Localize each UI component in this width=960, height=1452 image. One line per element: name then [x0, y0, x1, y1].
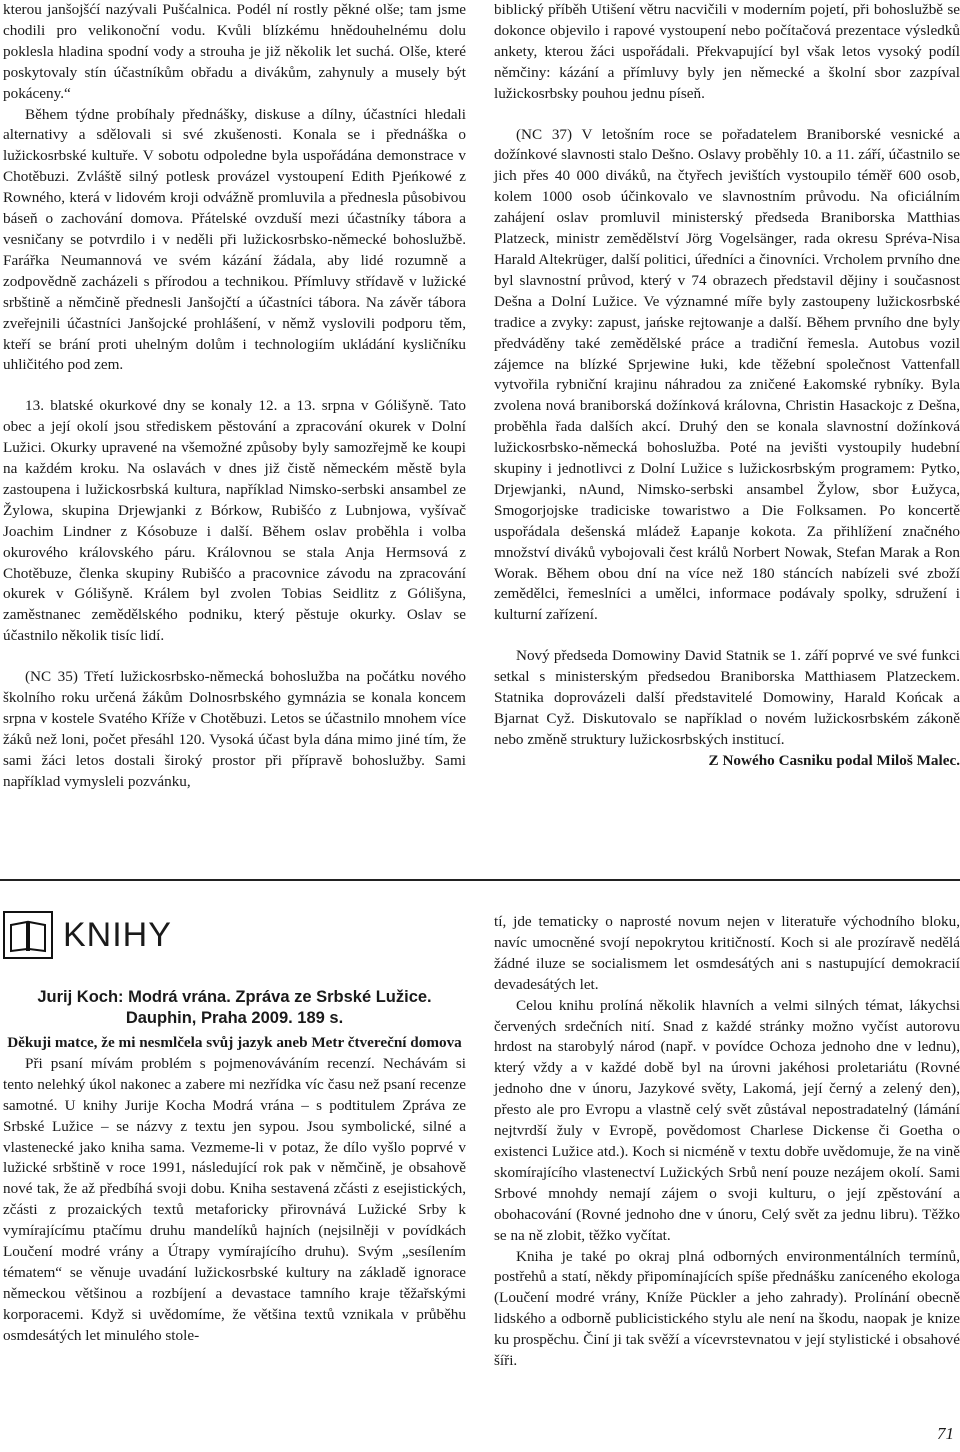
book-title-line: Jurij Koch: Modrá vrána. Zpráva ze Srbské Lužice.	[37, 988, 432, 1006]
paragraph: biblický příběh Utišení větru nacvičili v moderním pojetí, při bohoslužbě se dokonce objevilo i rapové vystoupení nebo počítačová prezentace výsledků ankety, kterou žáci uspořádali. Překvapující byl však letos vysoký podíl němčiny: kázání a přímluvy byly jen německé a školní sbor zazpíval lužickosrbsky pouhou jednu píseň.	[494, 1, 960, 102]
book-publisher-line: Dauphin, Praha 2009. 189 s.	[125, 1009, 344, 1027]
book-review-right-column	[494, 912, 960, 1372]
section-header	[3, 905, 172, 965]
section-label: KNIHY	[63, 915, 172, 954]
top-left-column	[3, 0, 466, 793]
top-right-column	[494, 0, 960, 772]
paragraph: Během týdne probíhaly přednášky, diskuse a dílny, účastníci hledali alternativy a sdělovali si své zkušenosti. Konala se i přednáška o lužickosrbské kultuře. V sobotu odpoledne byla uspořádána demonstrace v Chotěbuzi. Zvláště silný potlesk provázel vystoupení Edith Pjeńkowé z Rowného, která v lidovém kroji odvážně promluvila a přednesla působivou báseň o zachování domova. Přátelské ovzduší mezi účastníky tábora a vesničany se potvrdilo i v neděli při lužickosrbsko-německé bohoslužbě. Farářka Neumannová ve svém kázání žádala, aby lidé rozumně a zodpovědně zacházeli s přírodou a technikou. Přímluvy střídavě v lužické srbštině a němčině přednesli Janšojčtí a účastníci tábora. Na závěr tábora zveřejnili účastníci Janšojcké prohlášení, v němž vyslovili podporu těm, kteří se brání proti uhelným dolům i technologiím ukládání kysličníku uhličitého pod zem.	[3, 105, 466, 374]
paragraph: (NC 35) Třetí lužickosrbsko-německá bohoslužba na počátku nového školního roku určená žákům Dolnosrbského gymnázia se konala koncem srpna v kostele Svatého Kříže v Chotěbuzi. Letos se účastnilo mnohem více žáků než loni, počet přesáhl 120. Vysoká účast byla dána mimo jiné tím, že sami žáci letos dostali široký prostor při přípravě bohoslužby. Sami například vymysleli pozvánku,	[3, 668, 466, 790]
review-subtitle: Děkuji matce, že mi nesmlčela svůj jazyk aneb Metr čtvereční domova	[7, 1034, 462, 1051]
paragraph: Při psaní mívám problém s pojmenováváním recenzí. Nechávám si tento nelehký úkol nakonec a zabere mi nezřídka víc času než psaní recenze samotné. U knihy Jurije Kocha Modrá vrána – s podtitulem Zpráva ze Srbské Lužice – se názvy z textu jen sypou. Jsou symbolické, silné a vlastenecké jako kniha sama. Vezmeme-li v potaz, že dílo vyšlo poprvé v lužické srbštině v roce 1991, následující rok pak v němčině, je obsahově nové tak, že až předbíhá svoji dobu. Kniha sestavená zčásti z esejistických, zčásti z prozaických textů metaforicky přirovnává Lužické Srby k vymírajícímu ptačímu druhu mandelíků hajních (nejsilněji v povídkách Loučení modré vrány a Útrapy vymírajícího druhu). Svým „sesílením tématem“ se věnuje uvadání lužickosrbské kultury na základě ignorace německou většinou a rozbíjení a devastace tamního kraje těžařskými korporacemi. Když si uvědomíme, že většina textů vznikala v průběhu osmdesátých let minulého stole-	[3, 1054, 466, 1344]
page-number: 71	[937, 1424, 954, 1443]
book-heading	[3, 987, 466, 1029]
paragraph: 13. blatské okurkové dny se konaly 12. a 13. srpna v Gólišyně. Tato obec a její okolí jsou střediskem pěstování a zpracování okurek v Dolní Lužici. Okurky upravené na všemožné způsoby byly samozřejmě ke koupi na každém kroku. Na oslavách v dnes již čistě německém městě byla zastoupena i lužickosrbská kultura, například Nimsko-serbski ansambel ze Žylowa, skupina Drjewjanki z Bórkow, Rubišćo z Lubnjowa, vyšívač Joachim Lindner z Kósobuze i další. Během oslav proběhla i volba okurového královského páru. Královnou se stala Anja Hermsová z Chotěbuze, členka skupiny Rubišćo a pracovnice závodu na zpracování okurek v Gólišyně. Králem byl zvolen Tobias Seidlitz z Gólišyna, zaměstnanec zemědělského podniku, který pěstuje okurky. Oslav se účastnilo několik tisíc lidí.	[3, 397, 466, 645]
paragraph: tí, jde tematicky o naprosté novum nejen v literatuře východního bloku, navíc umocněné svojí nepokrytou kritičností. Koch si ale prozíravě nedělá žádné iluze se socialismem let osmdesátých ani s nastupující demokracií devadesátých let.	[494, 913, 960, 993]
book-review-left-column	[3, 1033, 466, 1347]
section-divider	[0, 879, 960, 881]
paragraph: Kniha je také po okraj plná odborných environmentálních termínů, postřehů a statí, někdy připomínajících spíše přednášku zaníceného ekologa (Loučení modré vrány, Kníže Pückler a jeho zahrady). Prolínání obecně lidského a odborně publicistického stylu ale není na škodu, naopak je knize ku prospěchu. Činí ji tak svěží a vícevrstevnatou v její stylistické i obsahové šíři.	[494, 1247, 960, 1370]
book-icon	[3, 911, 53, 959]
paragraph: (NC 37) V letošním roce se pořadatelem Braniborské vesnické a dožínkové slavnosti stalo Dešno. Oslavy proběhly 10. a 11. září, účastnilo se jich přes 40 000 diváků, na čtyřech jevištích vystoupilo téměř 600 osob, kolem 1000 osob účinkovalo ve slavnostním průvodu. Na oficiálním zahájení oslav promluvil ministerský předseda Braniborska Matthias Platzeck, ministr zemědělství Jörg Vogelsänger, rada okresu Spréva-Nisa Harald Altekrüger, další politici, úředníci a činovníci. Vrcholem prvního dne byl slavnostní průvod, který v 74 obrazech představil dějiny i současnost Dešna a Dolní Lužice. Ve významné míře byly zastoupeny lužickosrbské tradice a zvyky: zapust, jańske rejtowanje a další. Během prvního dne byly předváděny také zemědělské práce a tradiční řemesla. Autobus vozil zájemce na blízké Sprjewine łuki, kde těžební společnost Vattenfall vytvořila rybniční krajinu náhradou za zničené Łakomské rybníky. Byla zvolena nová braniborská dožínková královna, Christin Hasackojc z Dešna, proběhla řada dalších akcí. Druhý den se konala slavnostní dožínková lužickosrbsko-německá bohoslužba. Poté na jevišti vystoupily hudební skupiny i jednotlivci z Dolní Lužice s lužickosrbským programem: Pytko, Drjewjanki, nAund, Nimsko-serbski ansambel Žylow, sbor Łužyca, Smogorjojske tradiciske towaristwo a Die Folksamen. Po koncertě uspořádala dešenská mládež Łapanje kokota. Za přihlížení značného množství diváků vybojovali čest králů Norbert Nowak, Stefan Marak a Ron Worak. Během obou dní na více než 180 stáncích nabízeli své zboží zemědělci, řemeslníci a umělci, informace podávaly spolky, sdružení i kulturní zařízení.	[494, 125, 960, 624]
paragraph: kterou janšojšćí nazývali Pušćalnica. Podél ní rostly pěkné olše; tam jsme chodili pro velikonoční vodu. Kvůli blízkému hnědouhelnému dolu poklesla hladina spodní vody a strouha je již několik let suchá. Olše, které poskytovaly stín účastníkům obřadu a divákům, zahynuly a musely být pokáceny.“	[3, 1, 466, 102]
paragraph: Celou knihu prolíná několik hlavních a velmi silných témat, lákychsi červených srdečních nití. Snad z každé stránky možno vyčíst autorovu hrdost na starobylý národ (např. v povídce Ochoza jednoho dne v lednu), který vždy a v každé době byl na úrovni jakéhosi proletariátu (Rovné jednoho dne v únoru, Jazykové světy, Lakomá, její černý a zelený den), přesto ale pro Evropu a vlastně celý svět zůstával nepostradatelný (lámání nejtvrdší žuly v Evropě, povědomost Charlese Dickense či Goetha o existenci Lužice atd.). Koch si nicméně v textu dobře uvědomuje, že na vině skomírajícího vlastenectví Lužických Srbů není pouze nezájem okolí. Sami Srbové mnohdy nemají zájem o svoji kulturu, o její zpěstování a obohacování (Rovné jednoho dne v únoru, Celý svět za jednu libru). Těžko se na ně zlobit, těžko vyčítat.	[494, 996, 960, 1244]
paragraph: Nový předseda Domowiny David Statnik se 1. září poprvé ve své funkci setkal s ministerským předsedou Braniborska Matthiasem Platzeckem. Statnika doprovázeli další představitelé Domowiny, Harald Końcak a Bjarnat Cyž. Diskutovalo se například o novém lužickosrbském zákoně nebo změně struktury lužickosrbských institucí.	[494, 647, 960, 748]
signature: Z Nowého Casniku podal Miloš Malec.	[708, 751, 960, 769]
